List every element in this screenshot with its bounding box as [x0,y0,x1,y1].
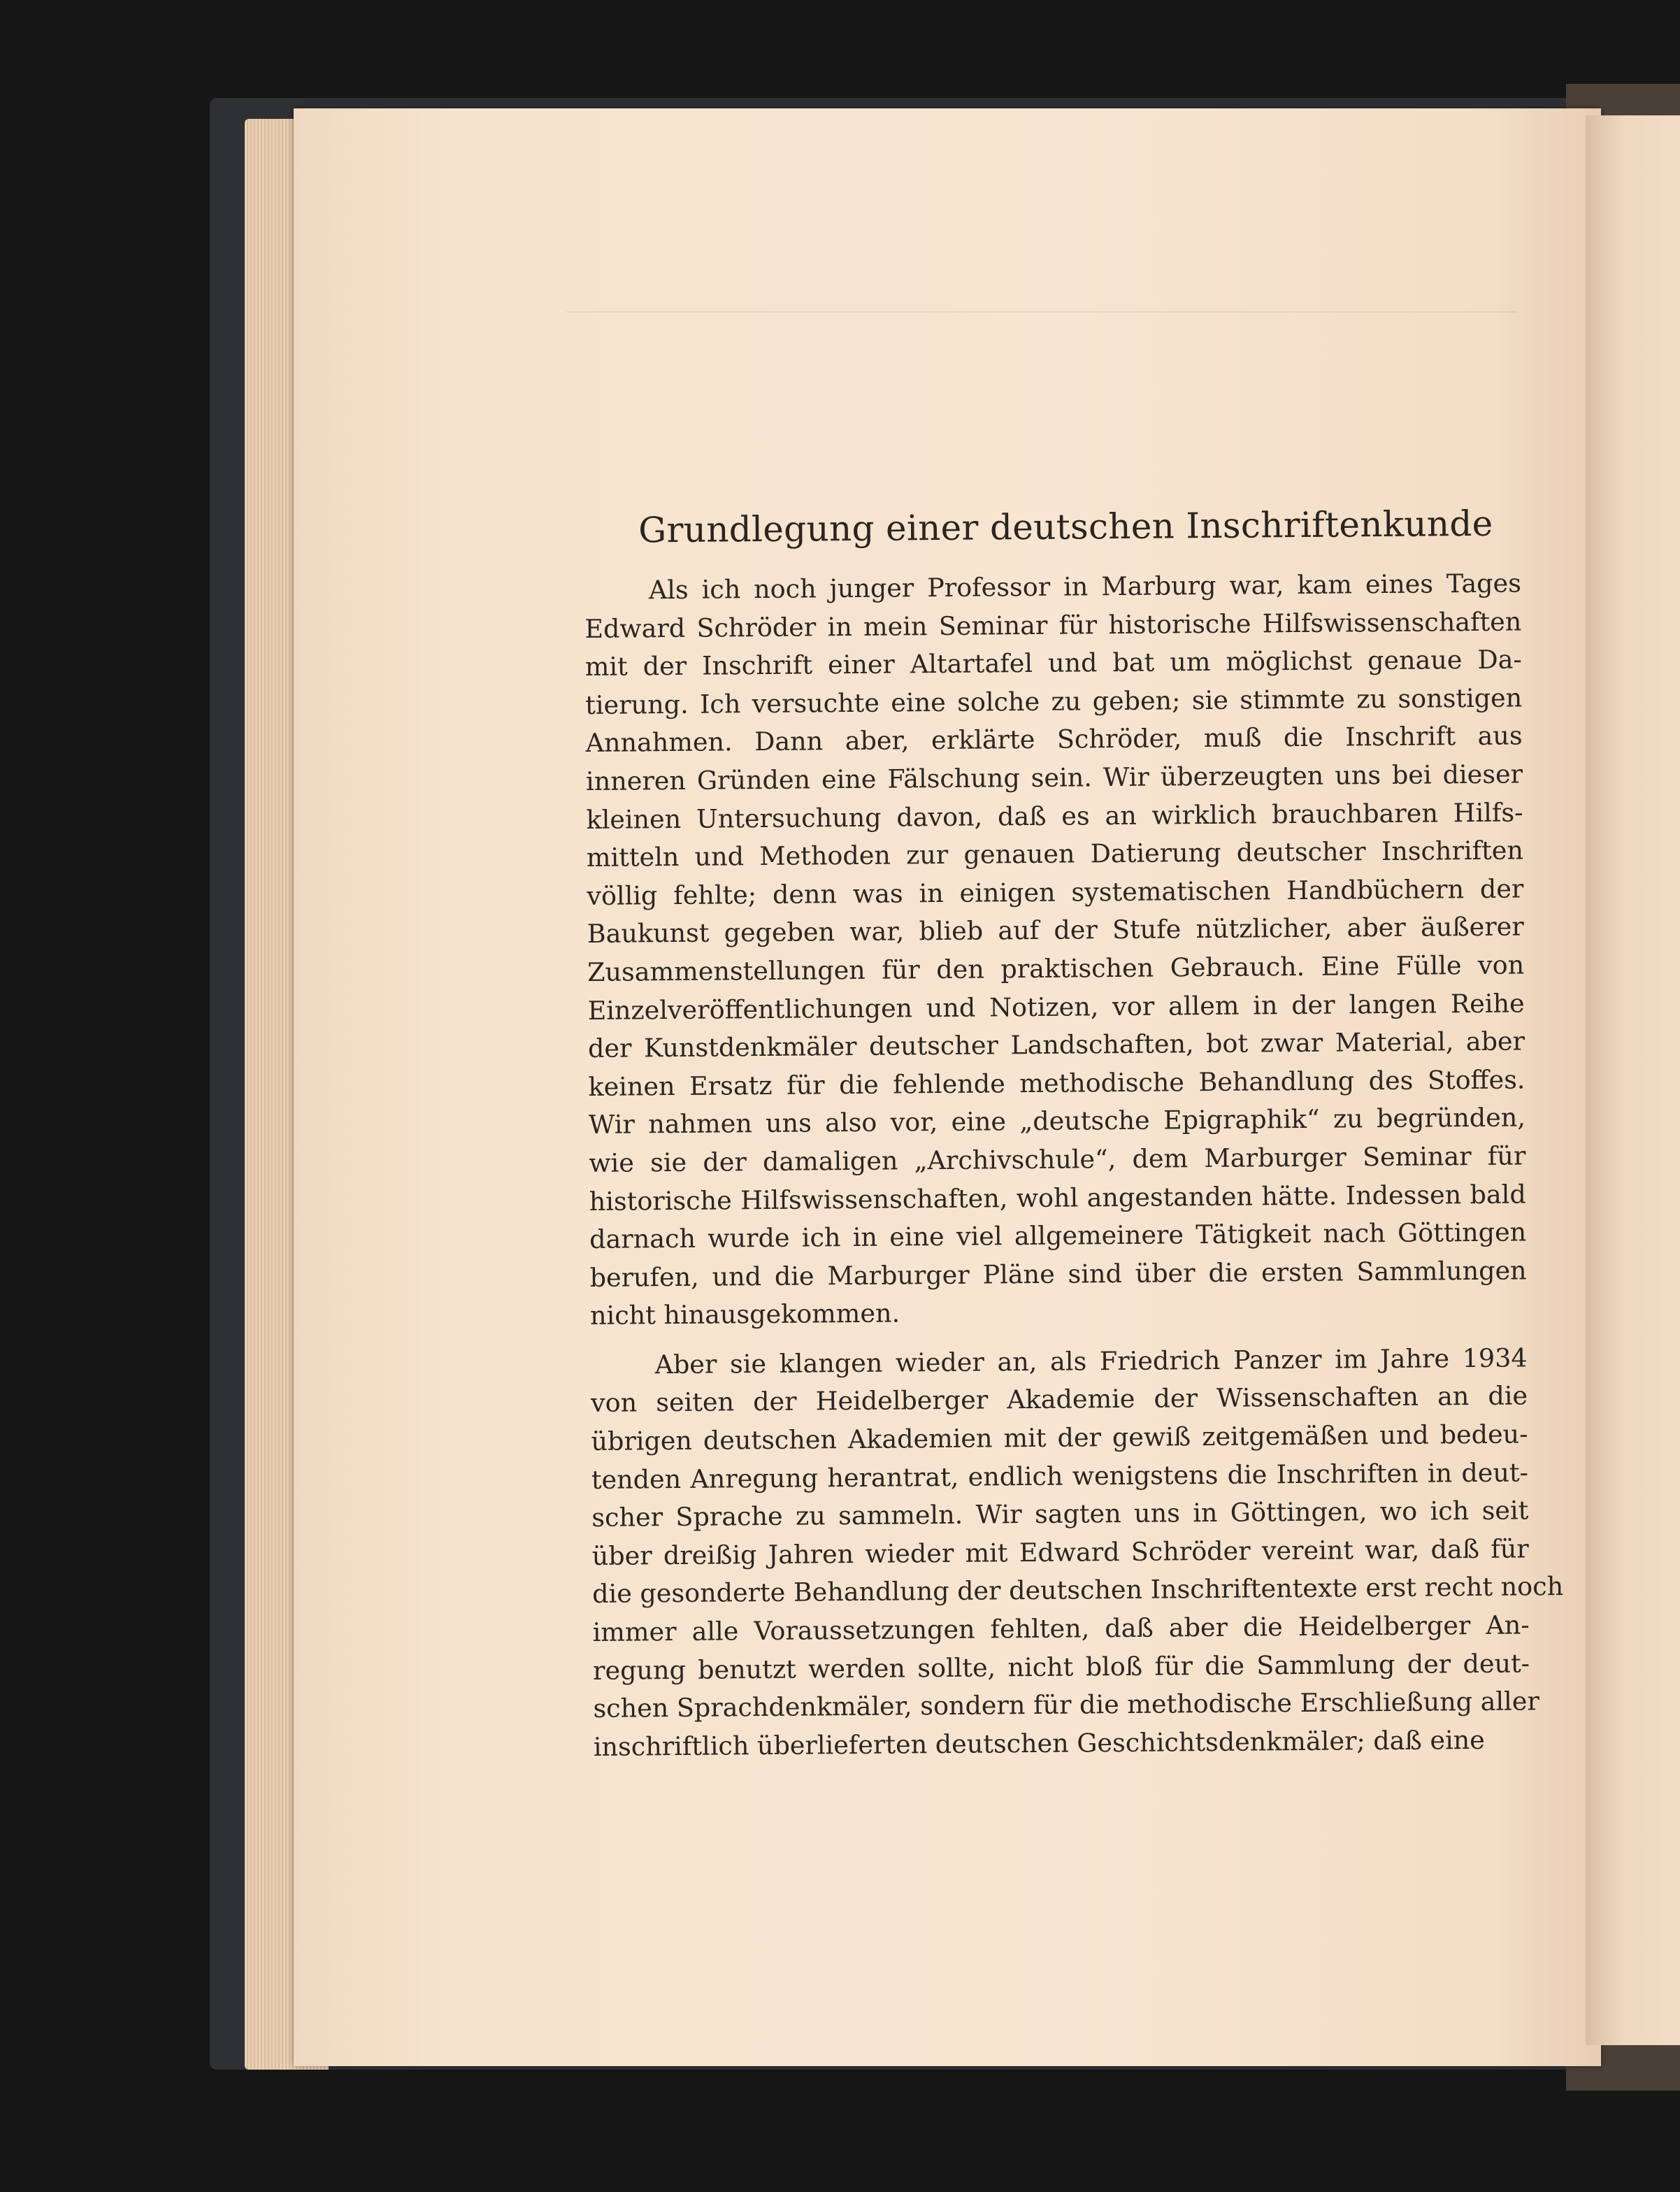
text-line: Einzelveröffentlichungen und Notizen, vor allem in der langen Reihe [587,987,1525,1026]
paragraph [584,564,1528,1335]
text-line: kleinen Untersuchung davon, daß es an wirklich brauchbaren Hilfs- [586,797,1523,835]
text-line: Edward Schröder in mein Seminar für historische Hilfswissenschaften [584,606,1522,644]
text-line: Annahmen. Dann aber, erklärte Schröder, muß die Inschrift aus [585,720,1523,759]
text-line: schen Sprachdenkmäler, sondern für die methodische Erschließung aller [593,1686,1539,1724]
text-line: regung benutzt werden sollte, nicht bloß für die Sammlung der deut- [592,1648,1530,1686]
text-line: inschriftlich überlieferten deutschen Geschichtsdenkmäler; daß eine [593,1724,1485,1762]
page-text [584,501,1564,1766]
text-line: Zusammenstellungen für den praktischen Gebrauch. Eine Fülle von [587,950,1525,987]
text-line: mit der Inschrift einer Altartafel und bat um möglichst genaue Da- [584,644,1522,682]
text-line: Wir nahmen uns also vor, eine „deutsche Epigraphik“ zu begründen, [588,1102,1526,1140]
text-line: berufen, und die Marburger Pläne sind über die ersten Sammlungen [589,1255,1527,1293]
bleed-through-rule [566,283,1517,313]
text-line: völlig fehlte; denn was in einigen systematischen Handbüchern der [587,873,1524,911]
text-line: die gesonderte Behandlung der deutschen Inschriftentexte erst recht noch [592,1571,1564,1610]
text-line: keinen Ersatz für die fehlende methodische Behandlung des Stoffes. [588,1064,1525,1102]
text-line: wie sie der damaligen „Archivschule“, dem Marburger Seminar für [589,1140,1526,1178]
text-line: darnach wurde ich in eine viel allgemeinere Tätigkeit nach Göttingen [589,1217,1527,1255]
text-line: scher Sprache zu sammeln. Wir sagten uns in Göttingen, wo ich seit [591,1495,1529,1533]
text-line: Baukunst gegeben war, blieb auf der Stufe nützlicher, aber äußerer [587,911,1524,950]
text-line: übrigen deutschen Akademien mit der gewiß zeitgemäßen und bedeu- [591,1419,1528,1457]
text-line: inneren Gründen eine Fälschung sein. Wir überzeugten uns bei dieser [585,759,1523,796]
text-line: von seiten der Heidelberger Akademie der Wissenschaften an die [590,1380,1528,1419]
text-line: tenden Anregung herantrat, endlich wenigstens die Inschriften in deut- [591,1457,1529,1495]
text-line: über dreißig Jahren wieder mit Edward Schröder vereint war, daß für [591,1533,1529,1571]
facing-page-edge [1586,115,1680,2045]
page-title: Grundlegung einer deutschen Inschriftenkunde [638,503,1493,551]
text-line: historische Hilfswissenschaften, wohl angestanden hätte. Indessen bald [589,1178,1526,1217]
text-line: Als ich noch junger Professor in Marburg war, kam eines Tages [648,568,1522,606]
text-line: tierung. Ich versuchte eine solche zu geben; sie stimmte zu sonstigen [585,682,1523,720]
text-line: Aber sie klangen wieder an, als Friedrich Panzer im Jahre 1934 [654,1342,1528,1380]
text-line: nicht hinausgekommen. [589,1298,900,1331]
text-line: der Kunstdenkmäler deutscher Landschaften, bot zwar Material, aber [587,1026,1525,1064]
text-line: mitteln und Methoden zur genauen Datierung deutscher Inschriften [586,835,1524,873]
text-line: immer alle Voraussetzungen fehlten, daß aber die Heidelberger An- [592,1610,1530,1647]
paragraph [590,1339,1564,1766]
